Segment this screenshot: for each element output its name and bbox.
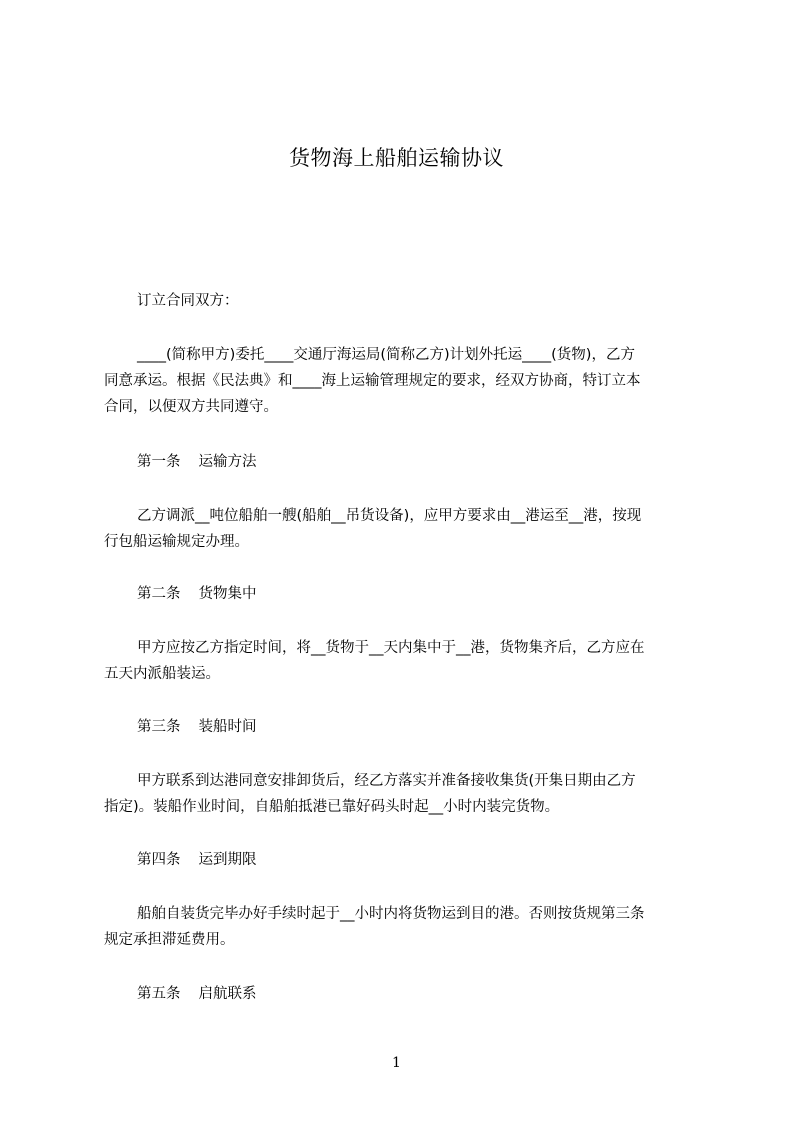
preamble-line-1: ____(简称甲方)委托____交通厅海运局(简称乙方)计划外托运____(货物)，乙方 — [137, 347, 635, 363]
article-2-line-2: 五天内派船装运。 — [104, 666, 220, 682]
article-1-line-2: 行包船运输规定办理。 — [104, 534, 249, 550]
article-1-number: 第一条 — [137, 454, 181, 470]
article-2-heading — [137, 583, 257, 605]
article-2-title: 货物集中 — [198, 586, 257, 602]
article-2-line-1: 甲方应按乙方指定时间，将__货物于__天内集中于__港，货物集齐后，乙方应在 — [137, 640, 645, 656]
parties-intro: 订立合同双方： — [137, 293, 239, 309]
article-4-title: 运到期限 — [198, 852, 257, 868]
article-4-line-2: 规定承担滞延费用。 — [104, 932, 235, 948]
article-4-heading — [137, 849, 257, 871]
article-3-number: 第三条 — [137, 719, 181, 735]
document-title: 货物海上船舶运输协议 — [289, 146, 504, 170]
preamble-line-2: 同意承运。根据《民法典》和____海上运输管理规定的要求，经双方协商，特订立本 — [104, 373, 641, 389]
article-2-number: 第二条 — [137, 586, 181, 602]
article-5-heading — [137, 983, 257, 1005]
article-3-line-1: 甲方联系到达港同意安排卸货后，经乙方落实并准备接收集货(开集日期由乙方 — [137, 773, 636, 789]
article-4-line-1: 船舶自装货完毕办好手续时起于__小时内将货物运到目的港。否则按货规第三条 — [137, 906, 645, 922]
article-1-heading — [137, 451, 257, 473]
page-number: 1 — [392, 1055, 401, 1071]
article-1-line-1: 乙方调派__吨位船舶一艘(船舶__吊货设备)，应甲方要求由__港运至__港，按现 — [137, 508, 642, 524]
article-3-title: 装船时间 — [198, 719, 257, 735]
article-4-number: 第四条 — [137, 852, 181, 868]
article-3-line-2: 指定)。装船作业时间，自船舶抵港已靠好码头时起__小时内装完货物。 — [104, 799, 560, 815]
article-1-title: 运输方法 — [198, 454, 257, 470]
preamble-line-3: 合同，以便双方共同遵守。 — [104, 399, 278, 415]
article-5-title: 启航联系 — [198, 986, 257, 1002]
article-5-number: 第五条 — [137, 986, 181, 1002]
article-3-heading — [137, 716, 257, 738]
